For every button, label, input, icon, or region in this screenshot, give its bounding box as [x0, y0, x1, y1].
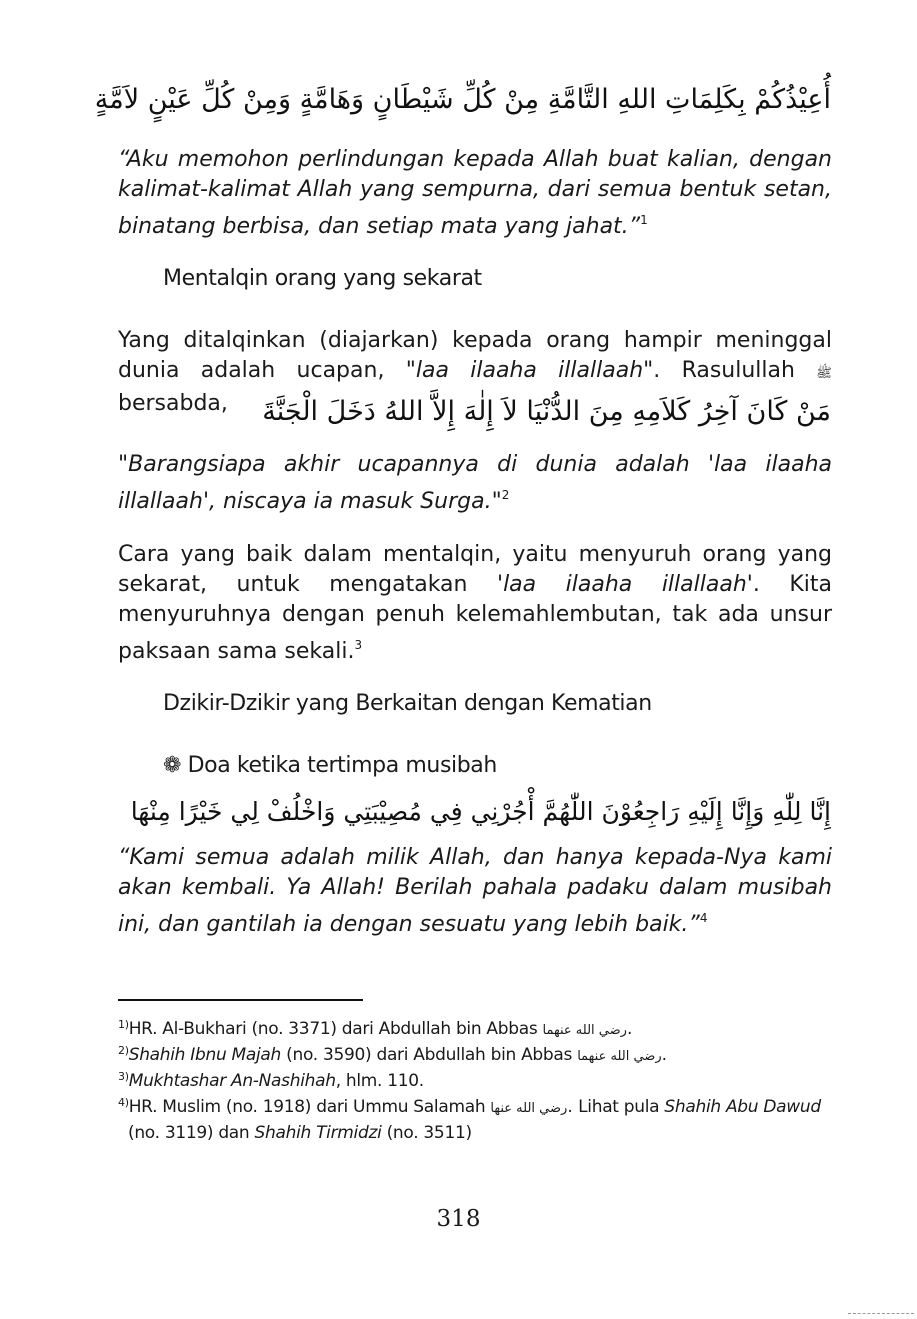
- footnote-ref-2: 2: [501, 488, 510, 502]
- radhiyallahu-icon: رضي الله عنهما: [577, 1049, 662, 1064]
- scan-edge-mark: [848, 1313, 914, 1314]
- footnote-3: $^{3)}$Mukhtashar An-Nashihah, hlm. 110.: [118, 1070, 424, 1091]
- footnote-divider: [118, 999, 363, 1001]
- translation-1: “Aku memohon perlindungan kepada Allah buat kalian, dengan kalimat-kalimat Allah yang sempurna, dari semua bentuk setan, binatang berbisa, dan setiap mata yang jahat.”$^1$: [118, 147, 832, 239]
- footnote-1: $^{1)}$HR. Al-Bukhari (no. 3371) dari Abdullah bin Abbas رضي الله عنهما.: [118, 1018, 633, 1039]
- translation-3: “Kami semua adalah milik Allah, dan hanya kepada-Nya kami akan kembali. Ya Allah! Berilah pahala padaku dalam musibah ini, dan gantilah ia dengan sesuatu yang lebih baik.”$^4$: [118, 845, 832, 937]
- footnote-4: $^{4)}$HR. Muslim (no. 1918) dari Ummu Salamah رضي الله عنها. Lihat pula Shahih Abu Dawud (no. 3119) dan Shahih Tirmidzi (no. 3511): [118, 1096, 821, 1143]
- footnote-ref-3: 3: [354, 638, 363, 652]
- arabic-hadith-2: مَنْ كَانَ آخِرُ كَلاَمِهِ مِنَ الدُّنْيَا لاَ إِلٰهَ إِلاَّ اللهُ دَخَلَ الْجَنَّةَ: [262, 396, 831, 427]
- heading-dzikir: Dzikir-Dzikir yang Berkaitan dengan Kematian: [163, 691, 652, 716]
- salawat-icon: ﷺ: [816, 366, 832, 381]
- radhiyallahu-icon: رضي الله عنها: [490, 1101, 568, 1116]
- footnote-2: $^{2)}$Shahih Ibnu Majah (no. 3590) dari Abdullah bin Abbas رضي الله عنهما.: [118, 1044, 668, 1065]
- page-number: 318: [436, 1206, 481, 1232]
- arabic-prayer-3: إِنَّا لِلّٰهِ وَإِنَّا إِلَيْهِ رَاجِعُوْنَ اللّٰهُمَّ أْجُرْنِي فِي مُصِيْبَتِي وَاخْلُفْ لِي خَيْرًا مِنْهَا: [130, 797, 831, 826]
- paragraph-talqin: Yang ditalqinkan (diajarkan) kepada orang hampir meninggal dunia adalah ucapan, "laa ilaaha illallaah". Rasulullah ﷺ bersabda,: [118, 328, 832, 416]
- translation-2: "Barangsiapa akhir ucapannya di dunia adalah 'laa ilaaha illallaah', niscaya ia masuk Surga."$^2$: [118, 452, 832, 514]
- heading-talqin: Mentalqin orang yang sekarat: [163, 266, 482, 291]
- footnote-ref-1: 1: [640, 213, 648, 227]
- flower-icon: ❁: [163, 753, 182, 778]
- footnote-ref-4: 4: [699, 911, 708, 925]
- paragraph-talqin-method: Cara yang baik dalam mentalqin, yaitu menyuruh orang yang sekarat, untuk mengatakan 'laa ilaaha illallaah'. Kita menyuruhnya dengan penuh kelemahlembutan, tak ada unsur paksaan sama sekali.$^3$: [118, 542, 832, 664]
- arabic-prayer-1: أُعِيْذُكُمْ بِكَلِمَاتِ اللهِ التَّامَّةِ مِنْ كُلِّ شَيْطَانٍ وَهَامَّةٍ وَمِنْ كُلِّ عَيْنٍ لاَمَّةٍ: [94, 84, 831, 115]
- heading-doa-musibah: ❁ Doa ketika tertimpa musibah: [163, 753, 497, 778]
- radhiyallahu-icon: رضي الله عنهما: [542, 1023, 627, 1038]
